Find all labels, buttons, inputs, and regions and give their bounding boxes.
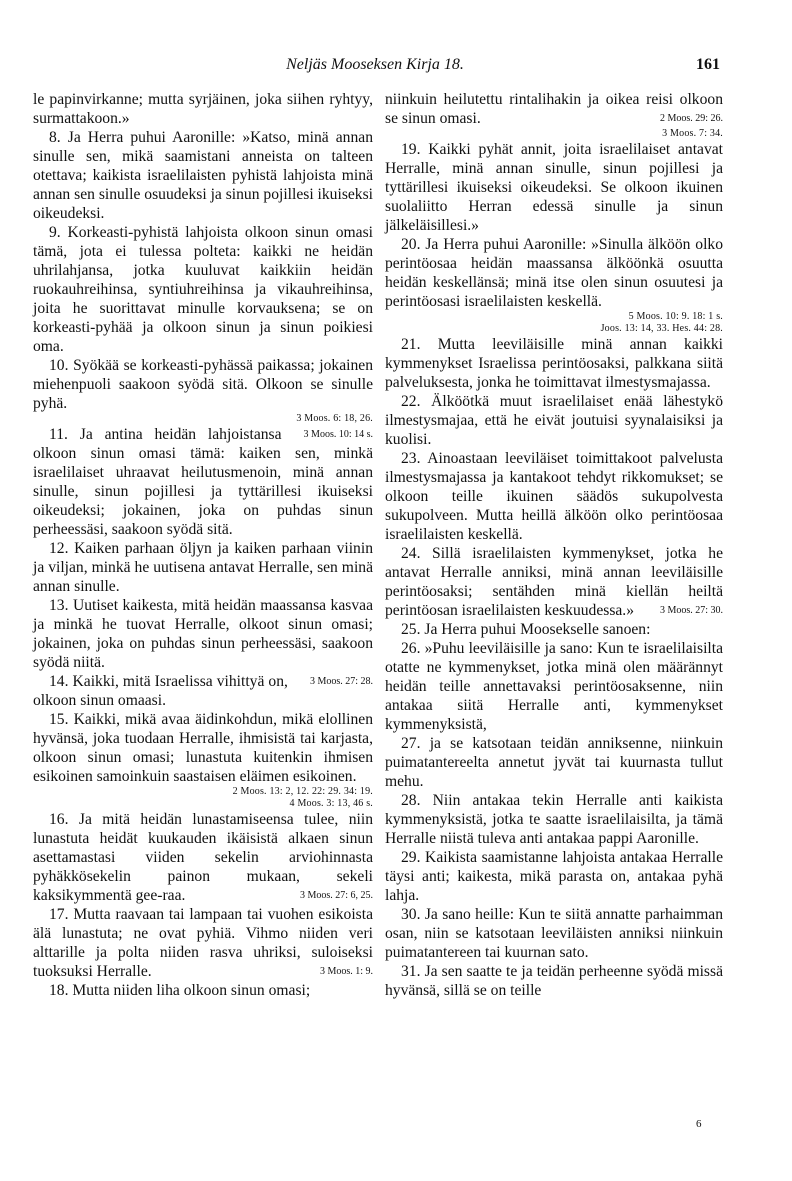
verse-8: 8. Ja Herra puhui Aaronille: »Katso, minä annan sinulle sen, mikä saamistani anneista on talteen otettava; kaikista israelilaisten pyhistä lahjoista minä annan sen sinulle osuudeksi ja sinun pojillesi ikuiseksi oikeudeksi. (33, 129, 374, 222)
verse-25: 25. Ja Herra puhui Moosekselle sanoen: (401, 621, 651, 638)
verse-23: 23. Ainoastaan leeviläiset toimittakoot palvelusta ilmestysmajassa ja kantakoot tehdyt rikkomukset; se olkoon teille ikuinen säädös sukupolvesta sukupolveen. Mutta heillä älköön olko perintöosaa israelilaisten keskellä. (385, 450, 723, 543)
verse-24-text: 24. Sillä israelilaisten kymmenykset, jotka he antavat Herralle anniksi, minä annan leeviläisille perintöosaksi; sentähden minä kiellän heiltä perintöosan israelilaisten keskuudessa.» (385, 545, 723, 619)
verse-11-text: 11. Ja antina heidän lahjoistansa olkoon sinun omasi tämä: kaiken sen, minkä israelilaiset uhraavat heilutusmenoin, minä annan sinulle, sinun pojillesi ja tyttärillesi ikuiseksi oikeudeksi; jokainen, joka on puhdas sinun perheessäsi, saakoon syödä sitä. (33, 426, 373, 538)
page-number: 161 (696, 56, 720, 73)
verse-10: 10. Syökää se korkeasti-pyhässä paikassa; jokainen miehenpuoli saakoon syödä sitä. Olkoon se sinulle pyhä. (33, 357, 373, 412)
verse-12: 12. Kaiken parhaan öljyn ja kaiken parhaan viinin ja viljan, minkä he uutisena antavat Herralle, sen minä annan sinulle. (33, 540, 373, 595)
verse-15: 15. Kaikki, mikä avaa äidinkohdun, mikä elollinen hyvänsä, joka tuodaan Herralle, ihmisistä tai karjasta, olkoon sinun omasi; lunastuta kuitenkin ihmisen esikoinen samoinkuin saastaisen eläimen esikoinen. (33, 711, 373, 785)
verse-14 (33, 672, 373, 710)
verse-31: 31. Ja sen saatte te ja teidän perheenne syödä missä hyvänsä, sillä se on teille (385, 963, 723, 999)
verse-17-text: 17. Mutta raavaan tai lampaan tai vuohen esikoista älä lunastuta; ne ovat pyhiä. Vihmo niiden veri alttarille ja polta niiden rasva uhriksi, suloiseksi tuoksuksi Herralle. (33, 906, 373, 980)
right-column (385, 90, 723, 1000)
verse-28: 28. Niin antakaa tekin Herralle anti kaikista kymmenyksistä, jotka te saatte israelilaisilta, ja tämä Herralle niistä tuleva anti antakaa pappi Aaronille. (385, 792, 723, 847)
verse-16 (33, 810, 373, 905)
verse-continuation-text: niinkuin heilutettu rintalihakin ja oikea reisi olkoon se sinun omasi. (385, 91, 723, 127)
cross-reference: 2 Moos. 29: 26. (659, 113, 723, 124)
verse-20: 20. Ja Herra puhui Aaronille: »Sinulla älköön olko perintöosaa heidän maassansa älköönkä osuutta heidän keskellänsä; minä itse olen sinun osuutesi ja perintöosasi israelilaisten keskellä. (385, 236, 723, 310)
verse-16-text: 16. Ja mitä heidän lunastamiseensa tulee, niin lunastuta heidät kuukauden ikäisistä alkaen sinun asettamastasi viiden sekelin arviohinnasta pyhäkkösekelin painon mukaan, sekeli kaksikymmentä gee-raa. (33, 811, 373, 904)
verse-14-text: 14. Kaikki, mitä Israelissa vihittyä on, olkoon sinun omaasi. (33, 673, 288, 709)
verse-30: 30. Ja sano heille: Kun te siitä annatte parhaimman osan, niin se katsotaan leeviläisten anniksi niinkuin puimatantereen tai kuurnan sato. (385, 906, 723, 961)
cross-reference: 3 Moos. 27: 6, 25. (299, 890, 373, 901)
cross-reference: 2 Moos. 13: 2, 12. 22: 29. 34: 19. (232, 786, 373, 797)
verse-9: 9. Korkeasti-pyhistä lahjoista olkoon sinun omasi tämä, jota ei tulessa polteta: kaikki ne heidän uhrilahjansa, jotka kuuluvat kaikkiin heidän ruokauhreihinsa, syntiuhreihinsa ja vikauhreihinsa, joita he suorittavat minulle korvauksena; se on korkeasti-pyhää ja olkoon sinun ja sinun poikiesi oma. (33, 224, 373, 355)
verse-11 (33, 425, 373, 539)
signature-mark: 6 (696, 1118, 702, 1130)
verse-18: 18. Mutta niiden liha olkoon sinun omasi; (49, 982, 311, 999)
verse-17 (33, 905, 373, 981)
cross-reference: 3 Moos. 27: 30. (659, 605, 723, 616)
cross-reference: 3 Moos. 1: 9. (319, 966, 373, 977)
verse-21: 21. Mutta leeviläisille minä annan kaikki kymmenykset Israelissa perintöosaksi, palkkana siitä palveluksesta, jonka he toimittavat ilmestysmajassa. (385, 336, 723, 391)
cross-reference: 4 Moos. 3: 13, 46 s. (289, 798, 373, 809)
cross-reference: 3 Moos. 7: 34. (662, 128, 723, 139)
cross-reference: 3 Moos. 27: 28. (309, 676, 373, 687)
cross-reference: Joos. 13: 14, 33. Hes. 44: 28. (600, 323, 723, 334)
verse-22: 22. Älköötkä muut israelilaiset enää lähestykö ilmestysmajaa, että he eivät joutuisi syynalaisiksi ja kuolisi. (385, 393, 723, 448)
verse-26: 26. »Puhu leeviläisille ja sano: Kun te israelilaisilta otatte ne kymmenykset, jotka minä olen määrännyt heidän teille annettavaksi perintöosaksenne, niin antakaa siitä Herralle anti, kymmenykset kymmenyksistä, (385, 640, 723, 733)
running-title: Neljäs Mooseksen Kirja 18. (286, 56, 464, 73)
cross-reference: 3 Moos. 6: 18, 26. (296, 413, 373, 424)
verse-19: 19. Kaikki pyhät annit, joita israelilaiset antavat Herralle, minä annan sinulle, sinun pojillesi ja tyttärillesi ikuiseksi oikeudeksi. Se olkoon ikuinen suolaliitto Herran edessä sinulle ja sinun jälkeläisillesi.» (385, 141, 723, 234)
cross-reference: 5 Moos. 10: 9. 18: 1 s. (628, 311, 723, 322)
left-column (33, 90, 373, 1000)
verse-27: 27. ja se katsotaan teidän anniksenne, niinkuin puimatantereelta annetut jyvät tai kuurnasta tullut mehu. (385, 735, 723, 790)
verse-13: 13. Uutiset kaikesta, mitä heidän maassansa kasvaa ja minkä he tuovat Herralle, olkoot sinun omasi; jokainen, joka on puhdas sinun perheessäsi, saakoon syödä niitä. (33, 597, 373, 671)
cross-reference: 3 Moos. 10: 14 s. (303, 429, 373, 440)
verse-continuation (385, 90, 723, 128)
page-header (30, 56, 720, 82)
verse-continuation: le papinvirkanne; mutta syrjäinen, joka siihen ryhtyy, surmattakoon.» (33, 91, 373, 127)
verse-29: 29. Kaikista saamistanne lahjoista antakaa Herralle täysi anti; kaikesta, mikä parasta on, antakaa pyhä lahja. (385, 849, 723, 904)
verse-24 (385, 544, 723, 620)
